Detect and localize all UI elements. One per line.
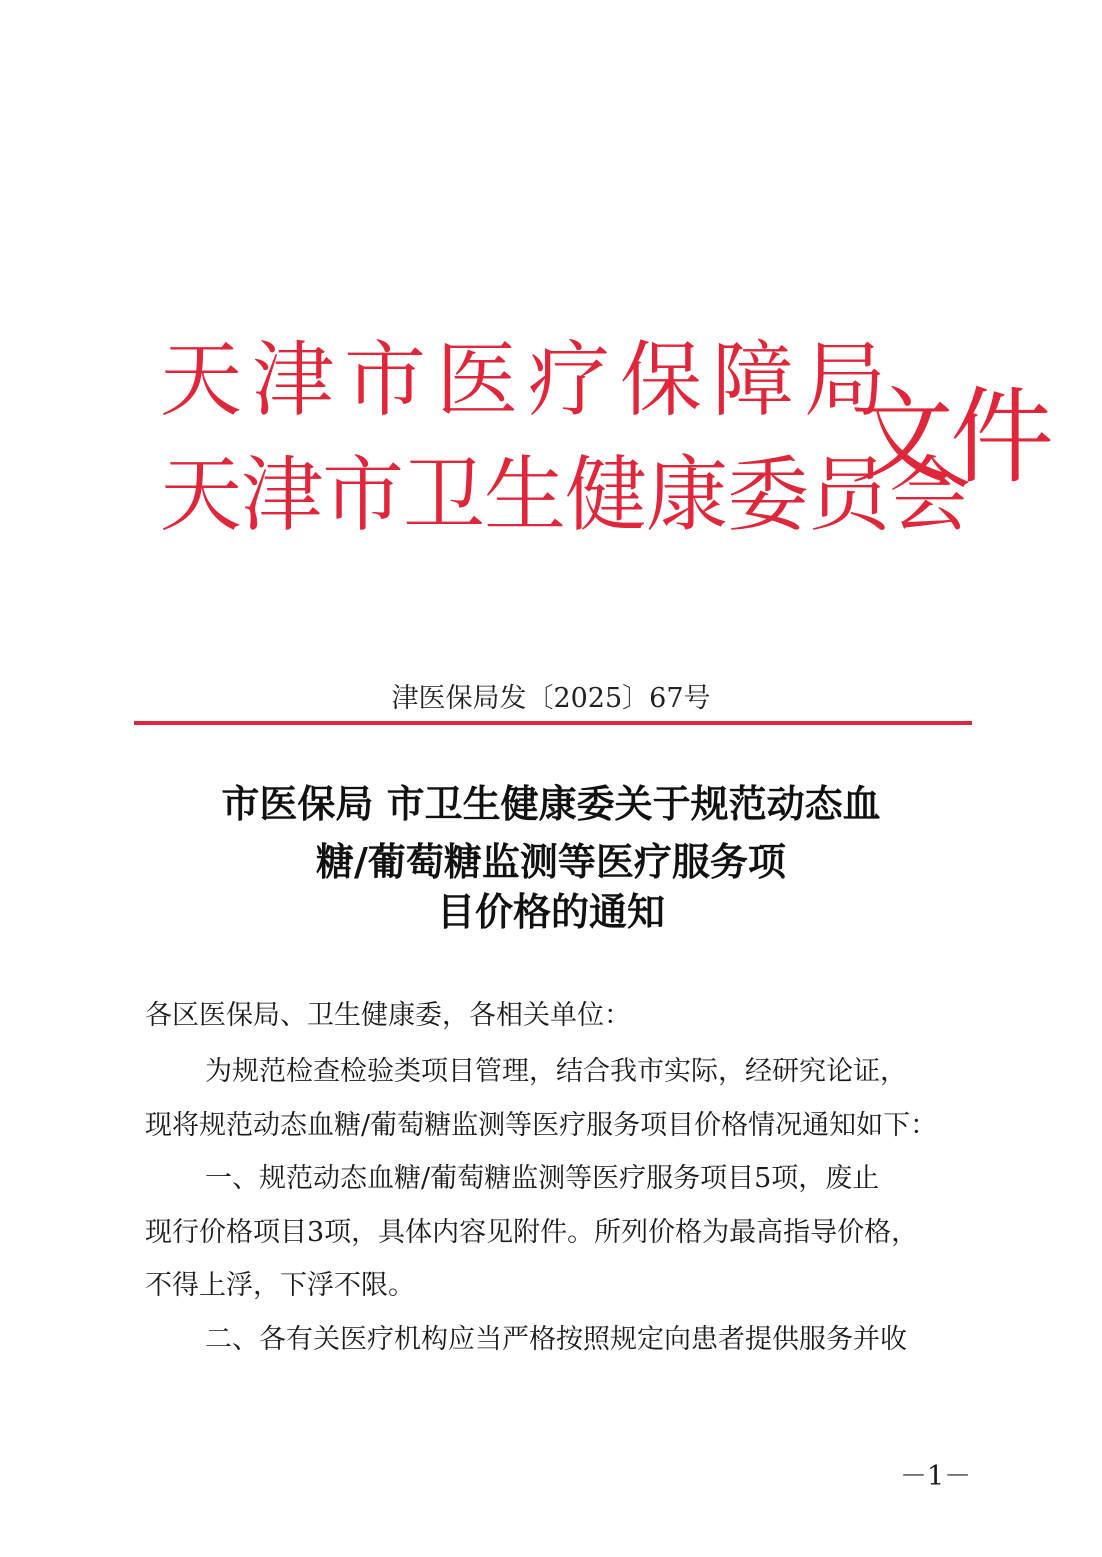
paragraph-2-line-1: 一、规范动态血糖/葡萄糖监测等医疗服务项目5项，废止 <box>205 1163 880 1194</box>
masthead-line-1: 天津市医疗保障局 <box>160 333 897 428</box>
paragraph-1-line-1: 为规范检查检验类项目管理，结合我市实际，经研究论证， <box>205 1056 907 1087</box>
masthead-suffix: 文件 <box>850 376 1051 498</box>
salutation: 各区医保局、卫生健康委，各相关单位： <box>145 1000 631 1031</box>
masthead-line-2: 天津市卫生健康委员会 <box>160 448 971 543</box>
red-divider <box>134 721 972 725</box>
title-line-1: 市医保局 市卫生健康委关于规范动态血 <box>221 782 881 826</box>
paragraph-1-line-2: 现将规范动态血糖/葡萄糖监测等医疗服务项目价格情况通知如下： <box>145 1110 938 1141</box>
paragraph-2-line-2: 现行价格项目3项，具体内容见附件。所列价格为最高指导价格， <box>145 1217 919 1248</box>
title-line-3: 目价格的通知 <box>436 890 665 934</box>
page-number: －1－ <box>900 1461 972 1492</box>
paragraph-3-line-1: 二、各有关医疗机构应当严格按照规定向患者提供服务并收 <box>205 1324 907 1355</box>
paragraph-2-line-3: 不得上浮，下浮不限。 <box>145 1270 415 1301</box>
document-number: 津医保局发〔2025〕67号 <box>391 683 711 714</box>
title-line-2: 糖/葡萄糖监测等医疗服务项 <box>316 840 786 884</box>
